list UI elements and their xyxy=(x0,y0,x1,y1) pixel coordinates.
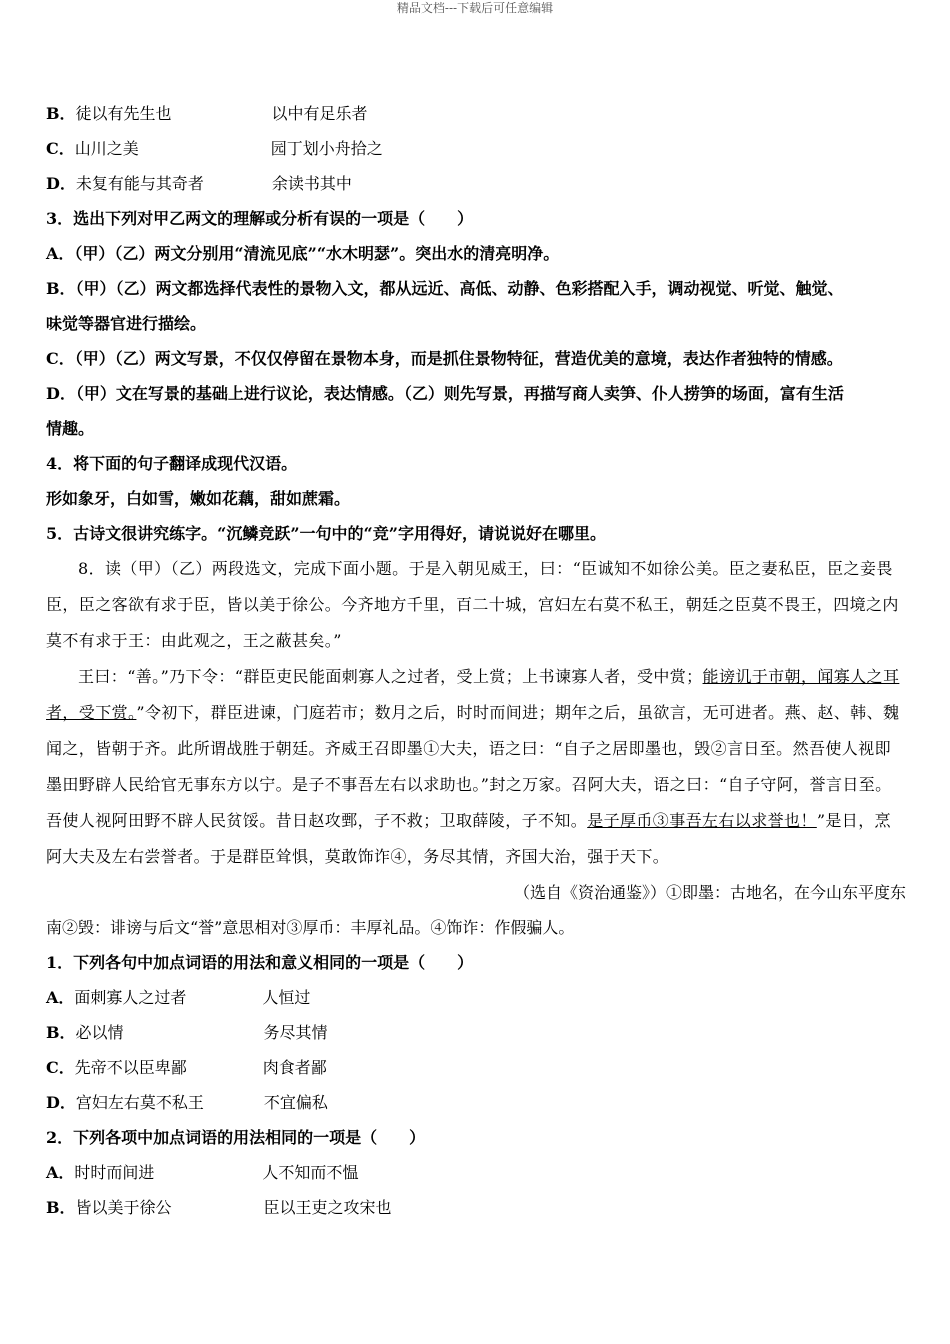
option-label: C． xyxy=(46,1058,75,1077)
question-3-option-b-cont: 味觉等器官进行描绘。 xyxy=(46,314,207,333)
option-label: B． xyxy=(46,104,76,123)
option-label: B． xyxy=(46,1023,76,1042)
question-3-option-a: A．（甲）（乙）两文分别用“清流见底”“水木明瑟”。突出水的清亮明净。 xyxy=(46,244,560,263)
subquestion-1-option-d xyxy=(46,1085,906,1120)
passage-jia: 8．读（甲）（乙）两段选文，完成下面小题。于是入朝见威王，曰：“臣诚知不如徐公美。臣之妻私臣，臣之妾畏臣，臣之客欲有求于臣，皆以美于徐公。今齐地方千里，百二十城，宫妇左右莫不私王，朝廷之臣莫不畏王，四境之内莫不有求于王：由此观之，王之蔽甚矣。” xyxy=(46,559,899,650)
option-left: 山川之美 xyxy=(74,139,139,158)
subquestion-1-option-b xyxy=(46,1015,906,1050)
question-3-stem: 3．选出下列对甲乙两文的理解或分析有误的一项是（ ） xyxy=(46,209,474,228)
option-right: 以中有足乐者 xyxy=(271,104,368,123)
option-c xyxy=(46,131,906,166)
subquestion-1-option-a xyxy=(46,980,906,1015)
question-3-option-d: D．（甲）文在写景的基础上进行议论，表达情感。（乙）则先写景，再描写商人卖笋、仆人捞笋的场面，富有生活 xyxy=(46,384,844,403)
option-left: 徒以有先生也 xyxy=(75,104,172,123)
option-label: A． xyxy=(46,1163,75,1182)
subquestion-2-option-a xyxy=(46,1155,906,1190)
subquestion-1-stem: 1．下列各句中加点词语的用法和意义相同的一项是（ ） xyxy=(46,953,474,972)
option-label: B． xyxy=(46,1198,76,1217)
option-right: 肉食者鄙 xyxy=(262,1058,327,1077)
passage-notes: 南②毁：诽谤与后文“誉”意思相对③厚币：丰厚礼品。④饰诈：作假骗人。 xyxy=(46,918,575,937)
option-left: 时时而间进 xyxy=(74,1163,155,1182)
document-body xyxy=(46,96,906,1225)
passage-text: ”令初下，群臣进谏，门庭若市；数月之后，时时而间进；期年之后，虽欲言，无可进者。燕、赵、韩、魏闻之，皆朝于齐。此所谓战胜于朝廷。齐威王召即墨①大夫，语之曰：“自子之居即墨也，毁②言日至。然吾使人视即墨田野辟人民给官无事东方以宁。是子不事吾左右以求助也。”封之万家。召阿大夫，语之曰：“自子守阿，誉言日至。吾使人视阿田野不辟人民贫馁。昔日赵攻鄄，子不救；卫取薛陵，子不知。 xyxy=(46,703,900,830)
question-5-stem: 5．古诗文很讲究练字。“沉鳞竞跃”一句中的“竞”字用得好，请说说好在哪里。 xyxy=(46,524,606,543)
option-right: 余读书其中 xyxy=(271,174,352,193)
option-left: 皆以美于徐公 xyxy=(75,1198,172,1217)
option-label: D． xyxy=(46,174,76,193)
option-label: C． xyxy=(46,139,75,158)
question-3-option-c: C．（甲）（乙）两文写景，不仅仅停留在景物本身，而是抓住景物特征，营造优美的意境，表达作者独特的情感。 xyxy=(46,349,843,368)
option-left: 未复有能与其奇者 xyxy=(75,174,204,193)
option-right: 园丁划小舟拾之 xyxy=(270,139,383,158)
subquestion-1-option-c xyxy=(46,1050,906,1085)
question-3-option-b: B．（甲）（乙）两文都选择代表性的景物入文，都从远近、高低、动静、色彩搭配入手，调动视觉、听觉、触觉、 xyxy=(46,279,844,298)
option-right: 不宜偏私 xyxy=(263,1093,328,1112)
option-right: 务尽其情 xyxy=(263,1023,328,1042)
question-4-stem: 4．将下面的句子翻译成现代汉语。 xyxy=(46,454,298,473)
page-header: 精品文档---下载后可任意编辑 xyxy=(396,1,554,15)
option-label: A． xyxy=(46,988,75,1007)
passage-text: 王曰：“善。”乃下令：“群臣吏民能面刺寡人之过者，受上赏；上书谏寡人者，受中赏； xyxy=(78,667,703,686)
option-right: 臣以王吏之攻宋也 xyxy=(263,1198,392,1217)
underlined-sentence: 是子厚币③事吾左右以求誉也！ xyxy=(587,811,817,830)
passage-source: （选自《资治通鉴》）①即墨：古地名，在今山东平度东 xyxy=(513,883,906,902)
option-right: 人恒过 xyxy=(262,988,311,1007)
option-left: 面刺寡人之过者 xyxy=(74,988,187,1007)
passage-text: ”是日，烹阿大夫及左右尝誉者。于是群臣耸惧，莫敢饰诈④，务尽其情，齐国大治，强于天下。 xyxy=(46,811,891,866)
passage-yi xyxy=(46,659,906,875)
option-b xyxy=(46,96,906,131)
option-left: 必以情 xyxy=(75,1023,124,1042)
option-d xyxy=(46,166,906,201)
option-right: 人不知而不愠 xyxy=(262,1163,359,1182)
option-label: D． xyxy=(46,1093,76,1112)
underlined-sentence: 能谤讥于市朝，闻寡人之耳者，受下赏。 xyxy=(46,667,900,722)
subquestion-2-stem: 2．下列各项中加点词语的用法相同的一项是（ ） xyxy=(46,1128,426,1147)
question-4-sentence: 形如象牙，白如雪，嫩如花藕，甜如蔗霜。 xyxy=(46,489,351,508)
option-left: 先帝不以臣卑鄙 xyxy=(74,1058,187,1077)
subquestion-2-option-b xyxy=(46,1190,906,1225)
question-3-option-d-cont: 情趣。 xyxy=(46,419,95,438)
option-left: 宫妇左右莫不私王 xyxy=(75,1093,204,1112)
